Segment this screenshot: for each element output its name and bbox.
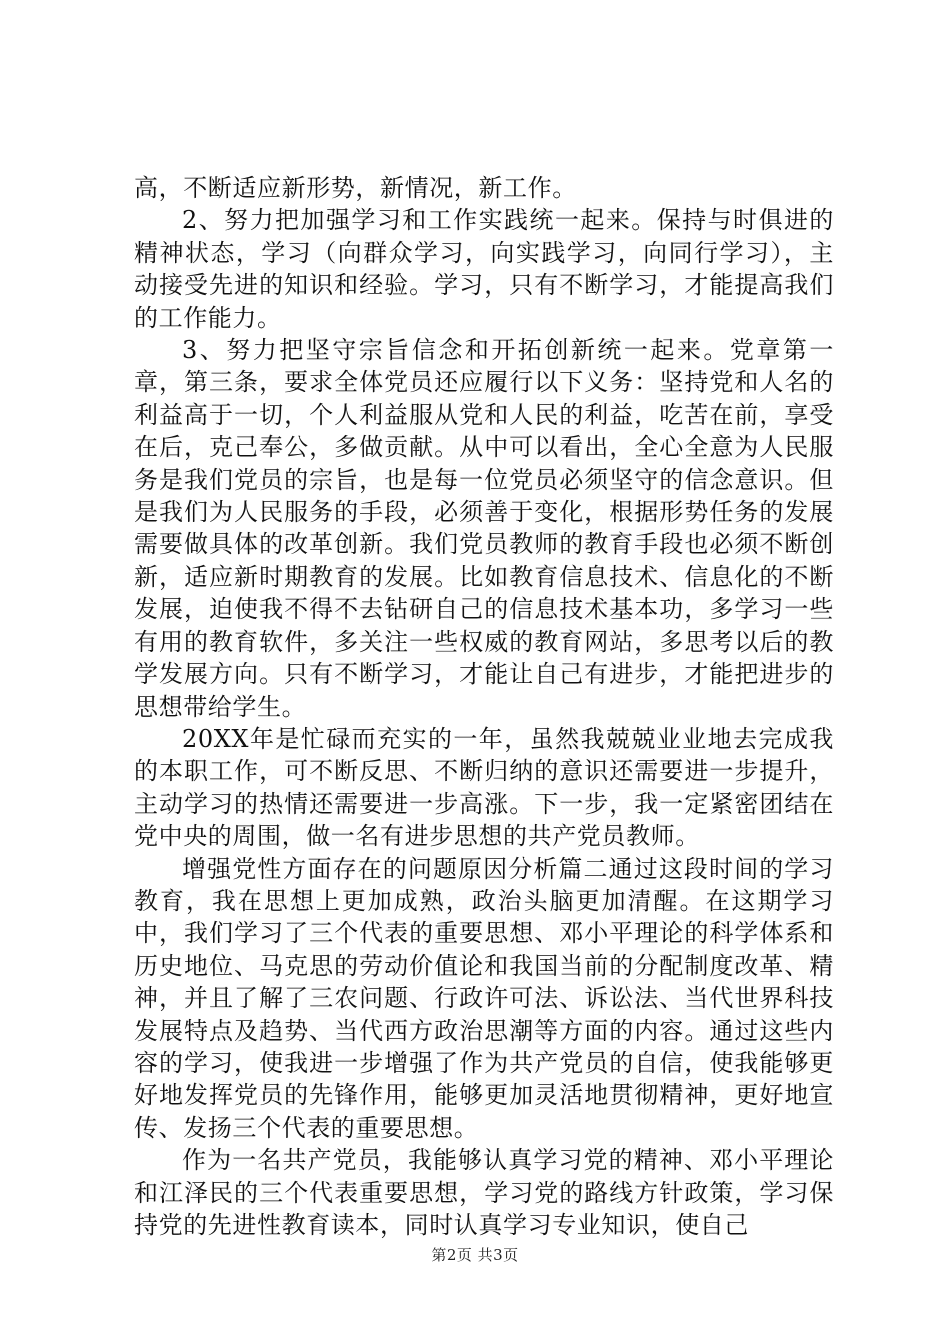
document-body [134,172,834,1241]
paragraph-party-member: 作为一名共产党员，我能够认真学习党的精神、邓小平理论和江泽民的三个代表重要思想，学习党的路线方针政策，学习保持党的先进性教育读本，同时认真学习专业知识，使自己 [134,1146,834,1239]
paragraph-continuation: 高，不断适应新形势，新情况，新工作。 [134,174,577,202]
paragraph-year-summary: 20XX年是忙碌而充实的一年，虽然我兢兢业业地去完成我的本职工作，可不断反思、不断归纳的意识还需要进一步提升，主动学习的热情还需要进一步高涨。下一步，我一定紧密团结在党中央的周围，做一名有进步思想的共产党员教师。 [134,724,834,851]
paragraph-part-two: 增强党性方面存在的问题原因分析篇二通过这段时间的学习教育，我在思想上更加成熟，政治头脑更加清醒。在这期学习中，我们学习了三个代表的重要思想、邓小平理论的科学体系和历史地位、马克思的劳动价值论和我国当前的分配制度改革、精神，并且了解了三农问题、行政许可法、诉讼法、当代世界科技发展特点及趋势、当代西方政治思潮等方面的内容。通过这些内容的学习，使我进一步增强了作为共产党员的自信，使我能够更好地发挥党员的先锋作用，能够更加灵活地贯彻精神，更好地宣传、发扬三个代表的重要思想。 [134,854,834,1142]
page-number-footer: 第2页 共3页 [431,1246,519,1264]
paragraph-point-3: 3、努力把坚守宗旨信念和开拓创新统一起来。党章第一章，第三条，要求全体党员还应履行以下义务：坚持党和人名的利益高于一切，个人利益服从党和人民的利益，吃苦在前，享受在后，克己奉公，多做贡献。从中可以看出，全心全意为人民服务是我们党员的宗旨，也是每一位党员必须坚守的信念意识。但是我们为人民服务的手段，必须善于变化，根据形势任务的发展需要做具体的改革创新。我们党员教师的教育手段也必须不断创新，适应新时期教育的发展。比如教育信息技术、信息化的不断发展，迫使我不得不去钻研自己的信息技术基本功，多学习一些有用的教育软件，多关注一些权威的教育网站，多思考以后的教学发展方向。只有不断学习，才能让自己有进步，才能把进步的思想带给学生。 [134,336,834,721]
paragraph-point-2: 2、努力把加强学习和工作实践统一起来。保持与时俱进的精神状态，学习（向群众学习，向实践学习，向同行学习），主动接受先进的知识和经验。学习，只有不断学习，才能提高我们的工作能力。 [134,206,834,332]
